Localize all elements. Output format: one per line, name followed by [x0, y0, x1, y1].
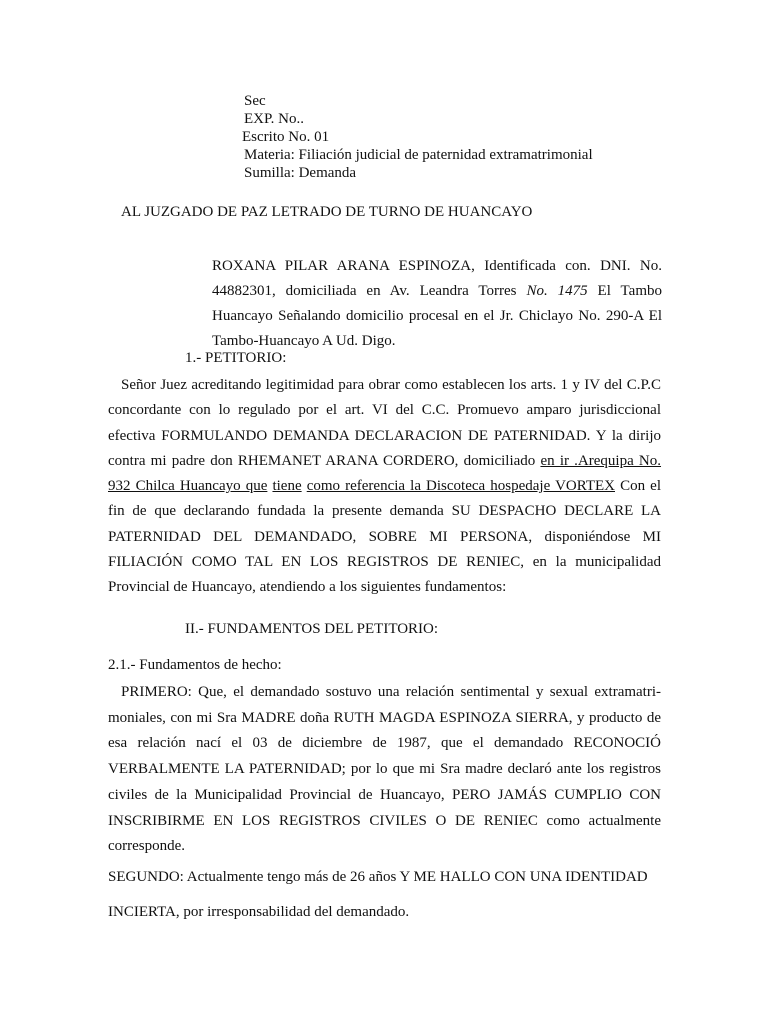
underlined-reference: como referencia la Discoteca hospedaje VORTEX: [306, 478, 615, 495]
primero-line: PRIMERO: Que, el demandado sostuvo una relación sentimental y sexual extramatri-: [121, 684, 661, 700]
section-hecho-title: 2.1.- Fundamentos de hecho:: [108, 657, 282, 673]
intro-house-number: No. 1475: [526, 283, 588, 299]
underlined-word: tiene: [272, 478, 302, 495]
petitorio-line: concordante con lo regulado por el art. VI del C.C. Promuevo amparo jurisdiccional: [108, 402, 661, 419]
segundo-line-2: INCIERTA, por irresponsabilidad del demandado.: [108, 904, 410, 920]
section-fundamentos-title: II.- FUNDAMENTOS DEL PETITORIO:: [185, 621, 439, 637]
header-sec: Sec: [244, 93, 266, 109]
intro-text-1: ROXANA PILAR ARANA ESPINOZA, Identificada con. DNI. No. 44882301, domiciliada en Av. Leandra Torres: [212, 258, 662, 299]
header-sumilla: Sumilla: Demanda: [244, 165, 357, 181]
addressee: AL JUZGADO DE PAZ LETRADO DE TURNO DE HUANCAYO: [121, 204, 533, 220]
primero-line: esa relación nací el 03 de diciembre de 1987, que el demandado RECONOCIÓ: [108, 735, 661, 752]
primero-line: moniales, con mi Sra MADRE doña RUTH MAGDA ESPINOZA SIERRA, y producto de: [108, 709, 661, 726]
header-escrito: Escrito No. 01: [242, 129, 330, 145]
petitorio-text: Con el: [615, 478, 661, 495]
underlined-address: en ir .Arequipa No.: [540, 452, 662, 469]
primero-line: INSCRIBIRME EN LOS REGISTROS CIVILES O DE RENIEC como actualmente: [108, 812, 661, 829]
petitorio-line: [108, 449, 661, 474]
petitorio-line: efectiva FORMULANDO DEMANDA DECLARACION DE PATERNIDAD. Y la dirijo: [108, 427, 661, 444]
petitorio-line: [108, 474, 661, 499]
segundo-line-1: SEGUNDO: Actualmente tengo más de 26 años Y ME HALLO CON UNA IDENTIDAD: [108, 869, 648, 885]
petitorio-paragraph: [108, 373, 661, 601]
petitorio-line: FILIACIÓN COMO TAL EN LOS REGISTROS DE RENIEC, en la municipalidad: [108, 554, 661, 571]
intro-text-2: El Tambo Huancayo Señalando domicilio procesal en el Jr. Chiclayo No. 290-A El Tambo-Huancayo A Ud. Digo.: [212, 283, 662, 349]
underlined-address: 932 Chilca Huancayo que: [108, 478, 268, 495]
petitorio-line: PATERNIDAD DEL DEMANDADO, SOBRE MI PERSONA, disponiéndose MI: [108, 528, 661, 545]
primero-line: VERBALMENTE LA PATERNIDAD; por lo que mi Sra madre declaró ante los registros: [108, 761, 661, 778]
primero-paragraph: [108, 680, 661, 860]
primero-line: corresponde.: [108, 838, 186, 855]
primero-line: civiles de la Municipalidad Provincial de Huancayo, PERO JAMÁS CUMPLIO CON: [108, 786, 661, 803]
header-materia: Materia: Filiación judicial de paternidad extramatrimonial: [244, 147, 593, 163]
petitorio-line: fin de que declarando fundada la presente demanda SU DESPACHO DECLARE LA: [108, 503, 661, 520]
section-petitorio-title: 1.- PETITORIO:: [185, 350, 287, 366]
petitorio-line: Señor Juez acreditando legitimidad para obrar como establecen los arts. 1 y IV del C.P.C: [121, 377, 661, 393]
header-exp: EXP. No..: [244, 111, 305, 127]
intro-paragraph: [212, 254, 662, 354]
petitorio-text: contra mi padre don RHEMANET ARANA CORDERO, domiciliado: [108, 452, 541, 469]
petitorio-line: Provincial de Huancayo, atendiendo a los siguientes fundamentos:: [108, 579, 507, 596]
